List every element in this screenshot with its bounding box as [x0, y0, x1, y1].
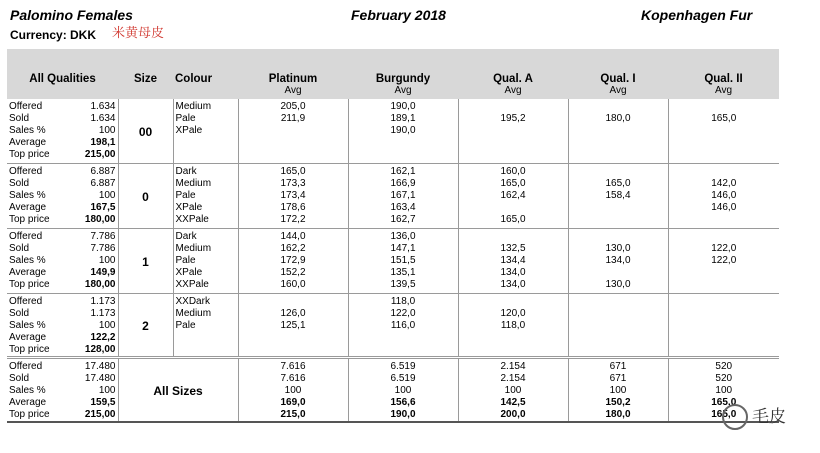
burgundy-cell-value: 135,1 [390, 267, 416, 278]
size-group-row [7, 294, 779, 358]
total-qual-i-cell-value: 671 [609, 373, 627, 384]
stat-row [9, 149, 116, 161]
burgundy-cell-value: 122,0 [390, 308, 416, 319]
stat-row [9, 279, 116, 291]
colour-name: XXPale [175, 214, 209, 225]
total-qual-ii-cell-value: 100 [715, 385, 733, 396]
stat-label: Offered [9, 231, 43, 242]
qual-a-cell-value: 165,0 [500, 178, 526, 189]
col-burgundy: Burgundy Avg [348, 49, 458, 99]
qual-i-cell-value: 165,0 [605, 178, 631, 189]
burgundy-cell-value: 136,0 [390, 231, 416, 242]
platinum-cell-value: 178,6 [280, 202, 306, 213]
burgundy-cell-value: 118,0 [390, 296, 416, 307]
qual-ii-cell [668, 294, 779, 358]
colour-name: XPale [175, 125, 203, 136]
platinum-cell-value: 144,0 [280, 231, 306, 242]
qual-ii-cell [668, 164, 779, 229]
stat-row [9, 332, 116, 344]
stat-row [9, 214, 116, 226]
platinum-cell-value: 152,2 [280, 267, 306, 278]
total-qual-a-cell-value: 142,5 [500, 397, 526, 408]
stat-row [9, 344, 116, 356]
colour-name: Dark [175, 166, 197, 177]
chinese-annotation: 米黄母皮 [112, 26, 165, 41]
stat-label: Top price [9, 214, 50, 225]
stat-label: Sales % [9, 320, 46, 331]
col-platinum: Platinum Avg [238, 49, 348, 99]
total-burgundy-cell-value: 156,6 [390, 397, 416, 408]
stat-row [9, 409, 116, 421]
qual-ii-cell-value [671, 320, 778, 332]
qual-ii-cell [668, 99, 779, 164]
colour-name: Pale [175, 255, 196, 266]
qual-i-cell-value [571, 101, 666, 113]
qual-a-cell-value: 134,4 [500, 255, 526, 266]
stat-label: Sold [9, 308, 30, 319]
total-burgundy-cell [348, 358, 458, 423]
stat-value: 167,5 [90, 202, 116, 213]
stat-value: 17.480 [84, 373, 116, 384]
colour-name: XPale [175, 267, 203, 278]
all-sizes-cell: All Sizes [118, 358, 238, 423]
platinum-cell-value: 126,0 [280, 308, 306, 319]
stat-label: Offered [9, 101, 43, 112]
qual-ii-cell-value: 142,0 [711, 178, 737, 189]
currency-label: Currency: DKK [10, 28, 97, 42]
report-title: Palomino Females [10, 7, 133, 23]
total-burgundy-cell-value: 190,0 [390, 409, 416, 420]
total-qual-i-cell-value: 150,2 [605, 397, 631, 408]
stat-label: Average [9, 397, 47, 408]
stat-label: Average [9, 202, 47, 213]
stat-row [9, 101, 116, 113]
total-platinum-cell-value: 100 [284, 385, 302, 396]
qual-ii-cell [668, 229, 779, 294]
colour-name: Pale [175, 190, 196, 201]
qual-i-cell [568, 99, 668, 164]
stat-row [9, 320, 116, 332]
qual-ii-cell-value [671, 166, 778, 178]
qual-a-cell-value: 134,0 [500, 279, 526, 290]
stat-label: Sales % [9, 255, 46, 266]
burgundy-cell-value: 166,9 [390, 178, 416, 189]
stat-value: 7.786 [90, 231, 116, 242]
stat-label: Sales % [9, 125, 46, 136]
qual-a-cell-value: 165,0 [500, 214, 526, 225]
qual-ii-cell-value [671, 296, 778, 308]
stat-label: Offered [9, 296, 43, 307]
stat-row [9, 166, 116, 178]
stat-value: 128,00 [84, 344, 116, 355]
colour-name: Pale [175, 320, 196, 331]
stat-row [9, 202, 116, 214]
stat-row [9, 308, 116, 320]
qual-i-cell-value [571, 296, 666, 308]
stat-row [9, 385, 116, 397]
qual-i-cell-value [571, 320, 666, 332]
burgundy-cell-value: 190,0 [390, 125, 416, 136]
burgundy-cell [348, 164, 458, 229]
colour-name: XXPale [175, 279, 209, 290]
qual-ii-cell-value [671, 101, 778, 113]
total-qual-ii-cell-value: 520 [715, 373, 733, 384]
platinum-cell-value: 160,0 [280, 279, 306, 290]
stat-value: 215,00 [84, 149, 116, 160]
burgundy-cell-value: 190,0 [390, 101, 416, 112]
stats-cell [7, 99, 118, 164]
total-qual-a-cell [458, 358, 568, 423]
colour-cell [173, 164, 238, 229]
stat-label: Top price [9, 279, 50, 290]
col-qual-a: Qual. A Avg [458, 49, 568, 99]
total-platinum-cell-value: 7.616 [280, 361, 306, 372]
colour-name: Medium [175, 308, 212, 319]
stat-label: Average [9, 267, 47, 278]
qual-i-cell [568, 164, 668, 229]
col-colour: Colour [173, 49, 238, 99]
qual-a-cell-value [461, 202, 566, 214]
platinum-cell-value: 162,2 [280, 243, 306, 254]
stat-row [9, 231, 116, 243]
total-qual-i-cell-value: 100 [609, 385, 627, 396]
stat-row [9, 255, 116, 267]
colour-name: Dark [175, 231, 197, 242]
colour-name: Medium [175, 243, 212, 254]
qual-ii-cell-value [671, 308, 778, 320]
colour-name: XXDark [175, 296, 210, 307]
stat-value: 100 [98, 190, 116, 201]
burgundy-cell [348, 99, 458, 164]
qual-i-cell-value: 134,0 [605, 255, 631, 266]
total-qual-a-cell-value: 200,0 [500, 409, 526, 420]
stat-row [9, 190, 116, 202]
stat-value: 100 [98, 385, 116, 396]
stat-label: Average [9, 332, 47, 343]
totals-row [7, 358, 779, 423]
qual-ii-cell-value [671, 125, 778, 137]
stat-label: Offered [9, 166, 43, 177]
qual-a-cell-value: 134,0 [500, 267, 526, 278]
burgundy-cell-value: 163,4 [390, 202, 416, 213]
stat-value: 6.887 [90, 166, 116, 177]
platinum-cell-value: 173,3 [280, 178, 306, 189]
stat-label: Average [9, 137, 47, 148]
qual-ii-cell-value: 146,0 [711, 202, 737, 213]
total-platinum-cell-value: 215,0 [280, 409, 306, 420]
qual-a-cell-value [461, 296, 566, 308]
qual-a-cell [458, 229, 568, 294]
stat-value: 159,5 [90, 397, 116, 408]
report-date: February 2018 [351, 7, 446, 23]
stat-value: 100 [98, 255, 116, 266]
qual-i-cell-value [571, 267, 666, 279]
total-qual-ii-cell-value: 165,0 [711, 409, 737, 420]
platinum-cell-value: 125,1 [280, 320, 306, 331]
qual-ii-cell-value: 122,0 [711, 243, 737, 254]
stat-row [9, 397, 116, 409]
burgundy-cell-value: 162,7 [390, 214, 416, 225]
stats-cell [7, 229, 118, 294]
size-group-row [7, 229, 779, 294]
qual-a-cell-value: 132,5 [500, 243, 526, 254]
qual-a-cell-value: 160,0 [500, 166, 526, 177]
stat-label: Sales % [9, 190, 46, 201]
qual-a-cell-value [461, 125, 566, 137]
qual-ii-cell-value [671, 267, 778, 279]
stat-value: 7.786 [90, 243, 116, 254]
stat-row [9, 125, 116, 137]
qual-a-cell [458, 294, 568, 358]
qual-i-cell-value: 130,0 [605, 279, 631, 290]
platinum-cell-value: 205,0 [280, 101, 306, 112]
total-burgundy-cell-value: 100 [394, 385, 412, 396]
burgundy-cell-value: 139,5 [390, 279, 416, 290]
stat-label: Sales % [9, 385, 46, 396]
stat-label: Sold [9, 243, 30, 254]
stat-value: 100 [98, 320, 116, 331]
colour-name: XPale [175, 202, 203, 213]
size-group-row [7, 99, 779, 164]
col-qual-ii: Qual. II Avg [668, 49, 779, 99]
platinum-cell [238, 229, 348, 294]
auction-house: Kopenhagen Fur [641, 7, 753, 23]
stat-label: Top price [9, 149, 50, 160]
colour-cell [173, 99, 238, 164]
platinum-cell [238, 164, 348, 229]
burgundy-cell-value: 151,5 [390, 255, 416, 266]
qual-a-cell [458, 164, 568, 229]
qual-i-cell-value [571, 231, 666, 243]
burgundy-cell [348, 294, 458, 358]
stat-value: 100 [98, 125, 116, 136]
platinum-cell [238, 99, 348, 164]
qual-i-cell [568, 294, 668, 358]
stat-row [9, 243, 116, 255]
total-qual-a-cell-value: 2.154 [500, 361, 526, 372]
qual-a-cell-value [461, 101, 566, 113]
qual-a-cell-value: 195,2 [500, 113, 526, 124]
qual-a-cell [458, 99, 568, 164]
stats-cell [7, 358, 118, 423]
qual-i-cell-value: 180,0 [605, 113, 631, 124]
stat-value: 180,00 [84, 279, 116, 290]
qual-a-cell-value: 162,4 [500, 190, 526, 201]
total-burgundy-cell-value: 6.519 [390, 373, 416, 384]
qual-i-cell [568, 229, 668, 294]
stat-row [9, 296, 116, 308]
total-qual-a-cell-value: 100 [504, 385, 522, 396]
stats-cell [7, 294, 118, 358]
qual-a-cell-value: 118,0 [500, 320, 526, 331]
watermark: 毛皮 [722, 402, 786, 430]
platinum-cell-value [241, 125, 346, 137]
stat-value: 6.887 [90, 178, 116, 189]
qual-i-cell-value [571, 308, 666, 320]
stat-row [9, 361, 116, 373]
stat-row [9, 373, 116, 385]
col-qual-i: Qual. I Avg [568, 49, 668, 99]
qual-i-cell-value [571, 214, 666, 226]
size-cell: 2 [118, 294, 173, 358]
total-qual-i-cell [568, 358, 668, 423]
platinum-cell [238, 294, 348, 358]
total-platinum-cell-value: 7.616 [280, 373, 306, 384]
stat-label: Offered [9, 361, 43, 372]
qual-ii-cell-value: 122,0 [711, 255, 737, 266]
stat-label: Top price [9, 409, 50, 420]
stat-value: 1.634 [90, 113, 116, 124]
platinum-cell-value [241, 296, 346, 308]
stat-label: Sold [9, 373, 30, 384]
size-cell: 1 [118, 229, 173, 294]
qual-ii-cell-value [671, 279, 778, 291]
colour-cell [173, 229, 238, 294]
stat-row [9, 267, 116, 279]
stat-value: 149,9 [90, 267, 116, 278]
stat-label: Top price [9, 344, 50, 355]
total-qual-a-cell-value: 2.154 [500, 373, 526, 384]
size-group-row [7, 164, 779, 229]
burgundy-cell-value: 189,1 [390, 113, 416, 124]
stat-row [9, 113, 116, 125]
stat-row [9, 137, 116, 149]
burgundy-cell-value: 167,1 [390, 190, 416, 201]
total-qual-ii-cell-value: 165,0 [711, 397, 737, 408]
qual-i-cell-value: 130,0 [605, 243, 631, 254]
total-qual-ii-cell-value: 520 [715, 361, 733, 372]
qual-i-cell-value [571, 166, 666, 178]
colour-name: Pale [175, 113, 196, 124]
burgundy-cell-value: 147,1 [390, 243, 416, 254]
total-qual-i-cell-value: 671 [609, 361, 627, 372]
platinum-cell-value: 165,0 [280, 166, 306, 177]
total-platinum-cell-value: 169,0 [280, 397, 306, 408]
burgundy-cell [348, 229, 458, 294]
stat-label: Sold [9, 178, 30, 189]
qual-i-cell-value [571, 125, 666, 137]
total-qual-i-cell-value: 180,0 [605, 409, 631, 420]
platinum-cell-value: 211,9 [280, 113, 306, 124]
stat-value: 122,2 [90, 332, 116, 343]
stat-value: 1.173 [90, 308, 116, 319]
stat-value: 17.480 [84, 361, 116, 372]
qual-ii-cell-value: 165,0 [711, 113, 737, 124]
stats-cell [7, 164, 118, 229]
col-size: Size [118, 49, 173, 99]
stat-value: 180,00 [84, 214, 116, 225]
total-burgundy-cell-value: 6.519 [390, 361, 416, 372]
stat-value: 1.634 [90, 101, 116, 112]
qual-a-cell-value [461, 231, 566, 243]
burgundy-cell-value: 116,0 [390, 320, 416, 331]
stat-row [9, 178, 116, 190]
platinum-cell-value: 172,9 [280, 255, 306, 266]
qual-i-cell-value: 158,4 [605, 190, 631, 201]
stat-label: Sold [9, 113, 30, 124]
stat-value: 198,1 [90, 137, 116, 148]
stat-value: 215,00 [84, 409, 116, 420]
qual-ii-cell-value [671, 231, 778, 243]
qual-ii-cell-value [671, 214, 778, 226]
stat-value: 1.173 [90, 296, 116, 307]
price-table [7, 49, 779, 423]
platinum-cell-value: 172,2 [280, 214, 306, 225]
qual-a-cell-value: 120,0 [500, 308, 526, 319]
qual-i-cell-value [571, 202, 666, 214]
size-cell: 0 [118, 164, 173, 229]
total-platinum-cell [238, 358, 348, 423]
colour-name: Medium [175, 178, 212, 189]
col-all-qualities: All Qualities [7, 49, 118, 99]
colour-cell [173, 294, 238, 358]
watermark-logo-icon [722, 404, 748, 430]
platinum-cell-value: 173,4 [280, 190, 306, 201]
colour-name: Medium [175, 101, 212, 112]
size-cell: 00 [118, 99, 173, 164]
burgundy-cell-value: 162,1 [390, 166, 416, 177]
qual-ii-cell-value: 146,0 [711, 190, 737, 201]
